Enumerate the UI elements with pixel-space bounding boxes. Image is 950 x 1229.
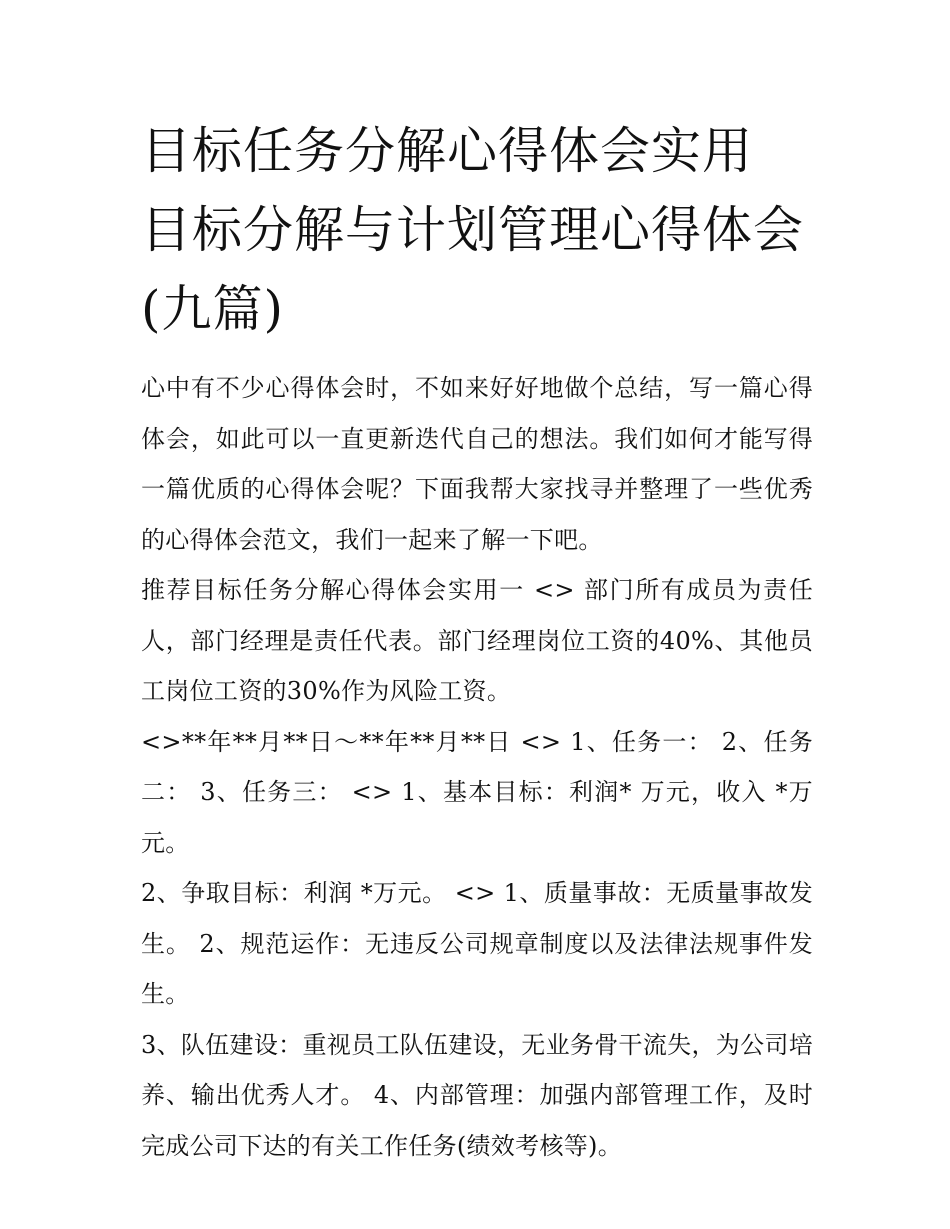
goals-quality-paragraph: 2、争取目标：利润 *万元。 <> 1、质量事故：无质量事故发生。 2、规范运作：无违反公司规章制度以及法律法规事件发生。: [141, 879, 813, 1008]
intro-paragraph: 心中有不少心得体会时，不如来好好地做个总结，写一篇心得体会，如此可以一直更新迭代自己的想法。我们如何才能写得一篇优质的心得体会呢？下面我帮大家找寻并整理了一些优秀的心得体会范文，我们一起来了解一下吧。: [141, 374, 813, 554]
document-title: 目标任务分解心得体会实用 目标分解与计划管理心得体会(九篇): [141, 122, 804, 338]
responsibility-paragraph: 推荐目标任务分解心得体会实用一 <> 部门所有成员为责任人，部门经理是责任代表。部门经理岗位工资的40%、其他员工岗位工资的30%作为风险工资。: [141, 576, 813, 705]
team-management-paragraph: 3、队伍建设：重视员工队伍建设，无业务骨干流失，为公司培养、输出优秀人才。 4、内部管理：加强内部管理工作，及时完成公司下达的有关工作任务(绩效考核等)。: [141, 1030, 813, 1160]
document-page: [141, 112, 813, 1171]
tasks-paragraph: <>**年**月**日～**年**月**日 <> 1、任务一： 2、任务二： 3、任务三： <> 1、基本目标：利润* 万元，收入 *万元。: [141, 727, 813, 857]
